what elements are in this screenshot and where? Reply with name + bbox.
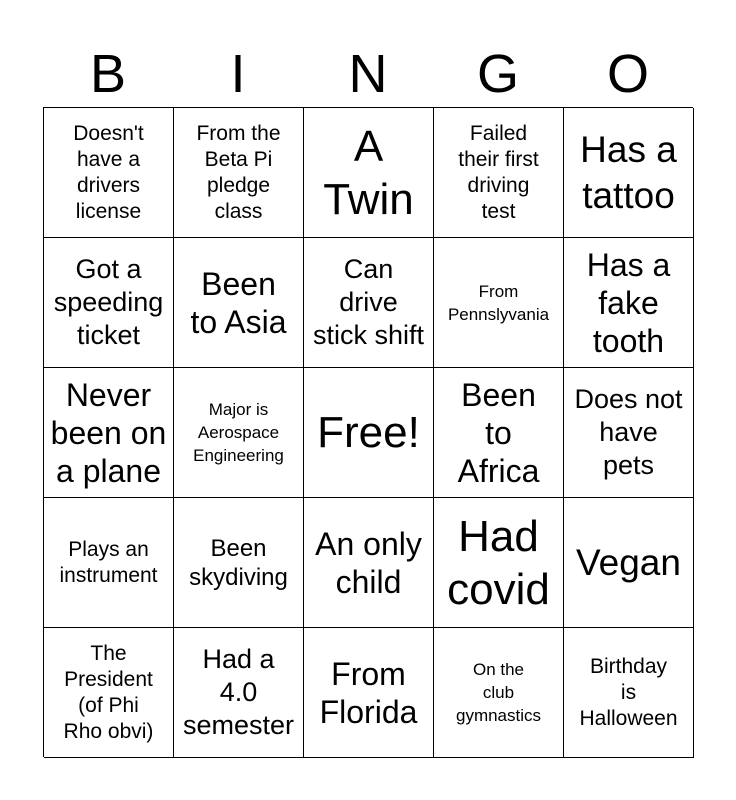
bingo-cell[interactable]: Doesn't have a drivers license — [44, 108, 174, 238]
bingo-cell[interactable]: Been to Asia — [174, 238, 304, 368]
bingo-cell[interactable]: Has a tattoo — [564, 108, 694, 238]
bingo-cell[interactable]: Major is Aerospace Engineering — [174, 368, 304, 498]
bingo-cell[interactable]: Got a speeding ticket — [44, 238, 174, 368]
bingo-cell[interactable]: From Florida — [304, 628, 434, 758]
bingo-cell[interactable]: Had a 4.0 semester — [174, 628, 304, 758]
bingo-board — [43, 107, 693, 757]
bingo-cell[interactable]: On the club gymnastics — [434, 628, 564, 758]
bingo-cell[interactable]: Failed their first driving test — [434, 108, 564, 238]
bingo-cell[interactable]: Been to Africa — [434, 368, 564, 498]
bingo-cell[interactable]: The President (of Phi Rho obvi) — [44, 628, 174, 758]
header-letter-i: I — [230, 44, 246, 104]
bingo-cell[interactable]: Vegan — [564, 498, 694, 628]
bingo-cell[interactable]: Been skydiving — [174, 498, 304, 628]
bingo-cell[interactable]: Had covid — [434, 498, 564, 628]
bingo-cell[interactable]: Birthday is Halloween — [564, 628, 694, 758]
bingo-cell[interactable]: Can drive stick shift — [304, 238, 434, 368]
bingo-header — [43, 40, 693, 108]
header-letter-g: G — [476, 44, 519, 104]
bingo-cell[interactable]: An only child — [304, 498, 434, 628]
free-space-cell[interactable]: Free! — [304, 368, 434, 498]
bingo-cell[interactable]: Never been on a plane — [44, 368, 174, 498]
header-letter-b: B — [89, 44, 127, 104]
header-letter-n: N — [348, 44, 388, 104]
bingo-cell[interactable]: From Pennslyvania — [434, 238, 564, 368]
bingo-cell[interactable]: Does not have pets — [564, 368, 694, 498]
bingo-cell[interactable]: Has a fake tooth — [564, 238, 694, 368]
bingo-cell[interactable]: From the Beta Pi pledge class — [174, 108, 304, 238]
bingo-cell[interactable]: Plays an instrument — [44, 498, 174, 628]
header-letter-o: O — [606, 44, 649, 104]
bingo-cell[interactable]: A Twin — [304, 108, 434, 238]
